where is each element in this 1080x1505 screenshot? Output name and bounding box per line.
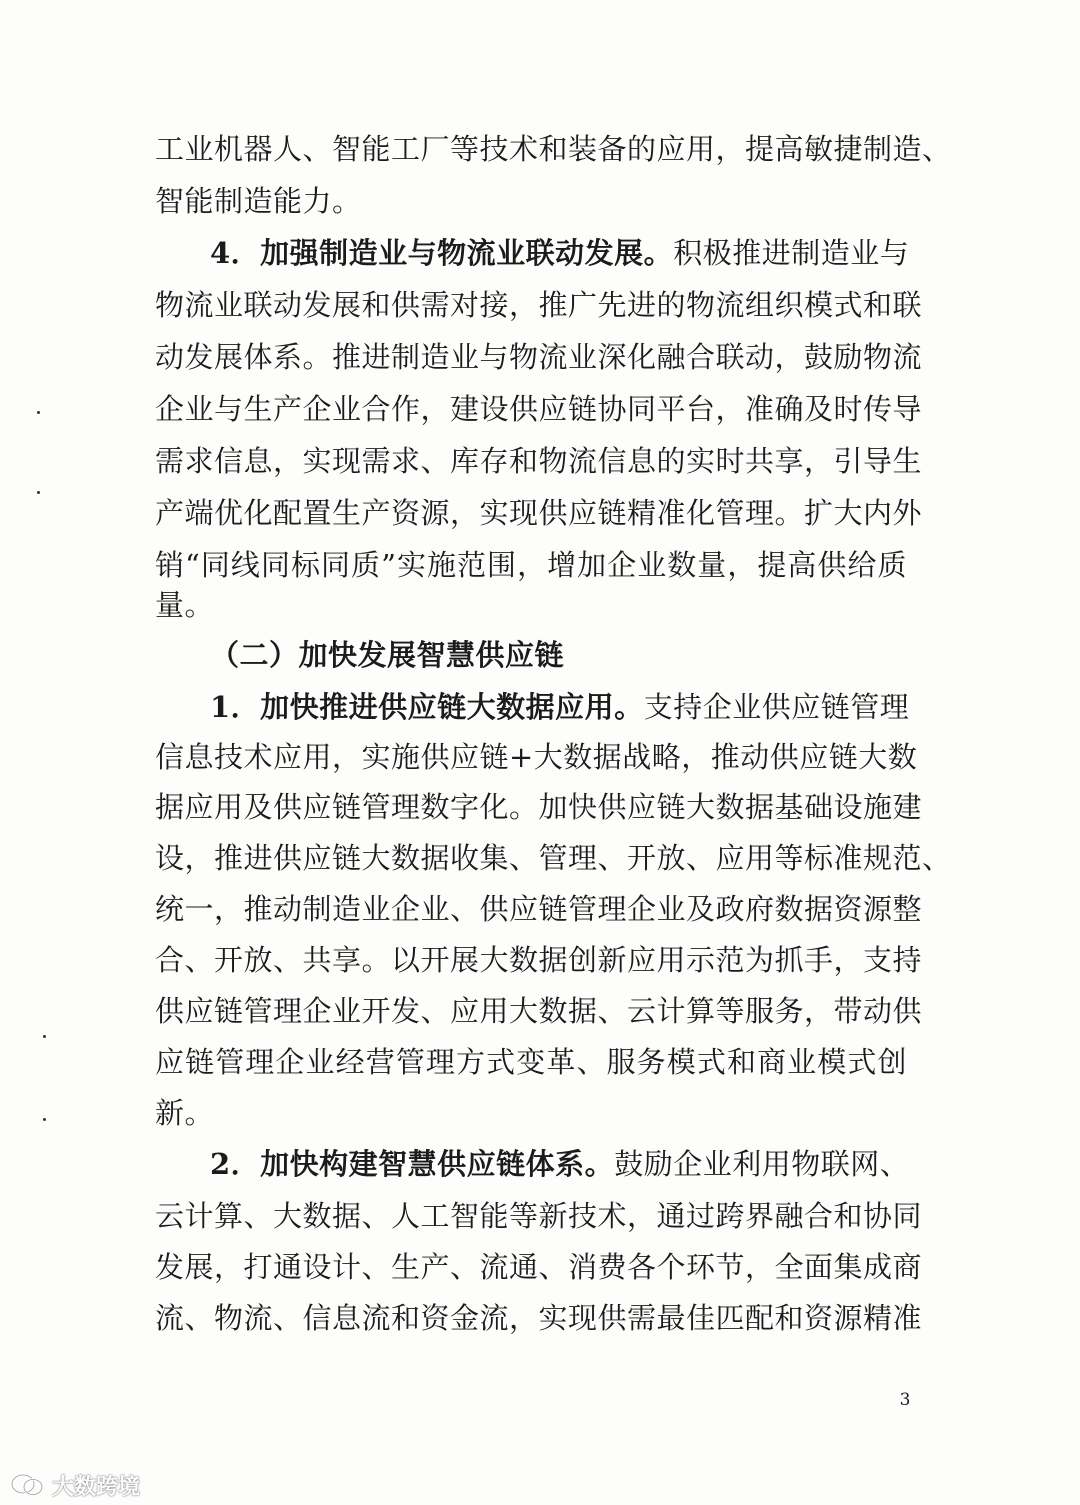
scan-speck [43,1035,46,1038]
item-4-text: 积极推进制造业与 [673,236,910,270]
body-line: 新。 [155,1096,215,1130]
body-line: 合、开放、共享。以开展大数据创新应用示范为抓手，支持 [155,943,923,977]
body-line: 动发展体系。推进制造业与物流业深化融合联动，鼓励物流 [155,340,923,374]
body-line: 发展，打通设计、生产、流通、消费各个环节，全面集成商 [155,1250,923,1284]
item-2-text: 鼓励企业利用物联网、 [614,1147,910,1181]
item-1-heading: 1．加快推进供应链大数据应用。 [210,690,644,724]
body-line: 工业机器人、智能工厂等技术和装备的应用，提高敏捷制造、 [155,132,952,166]
chat-bubble-logo-icon [10,1472,44,1498]
watermark [10,1469,140,1501]
page-number: 3 [899,1390,911,1410]
item-2-heading: 2．加快构建智慧供应链体系。 [210,1147,615,1181]
item-4-heading: 4．加强制造业与物流业联动发展。 [210,236,674,270]
body-line: 设，推进供应链大数据收集、管理、开放、应用等标准规范、 [155,841,952,875]
body-line: 企业与生产企业合作，建设供应链协同平台，准确及时传导 [155,392,923,426]
body-line: 云计算、大数据、人工智能等新技术，通过跨界融合和协同 [155,1199,923,1233]
section-heading: （二）加快发展智慧供应链 [210,638,565,672]
item-4-line [210,233,910,273]
watermark-text: 大数跨境 [52,1474,141,1500]
body-line: 供应链管理企业开发、应用大数据、云计算等服务，带动供 [155,994,923,1028]
item-1-text: 支持企业供应链管理 [643,690,910,724]
item-1-line [210,687,910,727]
body-line: 需求信息，实现需求、库存和物流信息的实时共享，引导生 [155,444,923,478]
item-2-line [210,1144,910,1184]
body-line: 物流业联动发展和供需对接，推广先进的物流组织模式和联 [155,288,923,322]
body-line: 据应用及供应链管理数字化。加快供应链大数据基础设施建 [155,790,923,824]
body-line: 智能制造能力。 [155,184,362,218]
body-line: 信息技术应用，实施供应链+大数据战略，推动供应链大数 [155,740,918,774]
scan-speck [37,411,40,414]
scan-speck [37,491,40,494]
body-line: 产端优化配置生产资源，实现供应链精准化管理。扩大内外 [155,496,923,530]
body-line: 销“同线同标同质”实施范围，增加企业数量，提高供给质 [155,548,907,582]
body-line: 统一，推动制造业企业、供应链管理企业及政府数据资源整 [155,892,923,926]
body-line: 应链管理企业经营管理方式变革、服务模式和商业模式创 [155,1045,907,1079]
body-line: 量。 [155,588,215,622]
scan-speck [43,1118,46,1121]
body-line: 流、物流、信息流和资金流，实现供需最佳匹配和资源精准 [155,1301,923,1335]
